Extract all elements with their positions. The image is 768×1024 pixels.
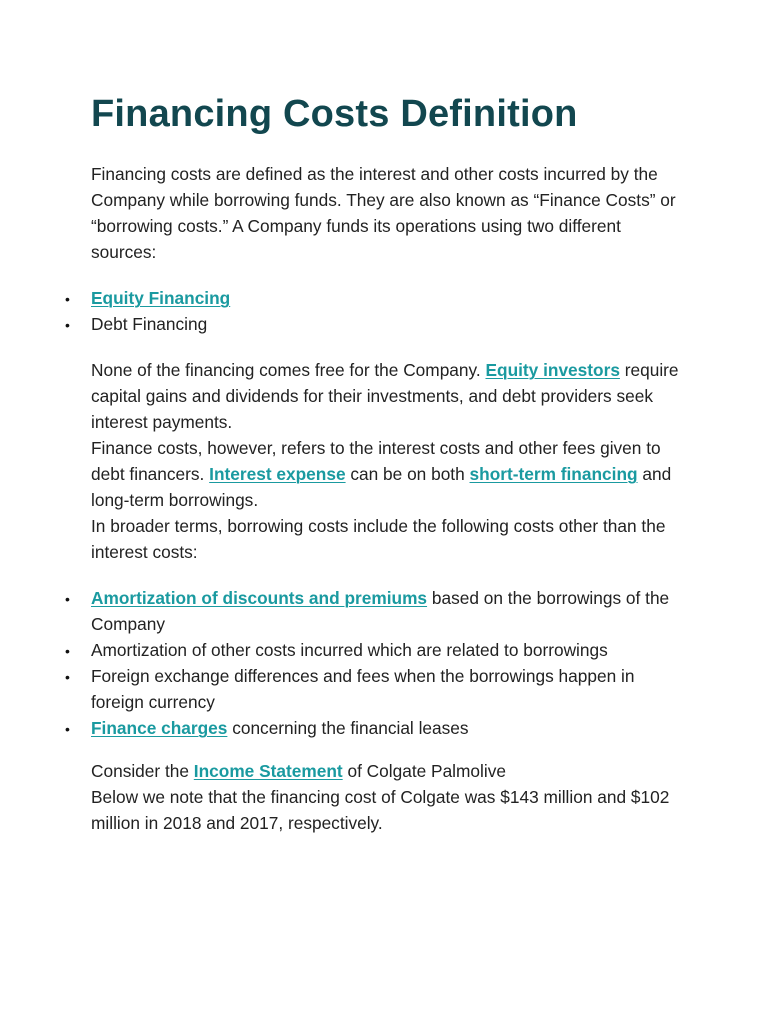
income-statement-paragraph: Consider the Income Statement of Colgate Palmolive [91, 761, 506, 781]
borrowing-costs-list [65, 585, 691, 741]
list-item: • Amortization of discounts and premiums based on the borrowings of the Company [91, 585, 691, 637]
financing-sources-list [65, 285, 691, 337]
finance-charges-link[interactable]: Finance charges [91, 718, 228, 738]
list-item [65, 285, 691, 311]
bullet-icon: • [65, 669, 70, 685]
equity-investors-paragraph: None of the financing comes free for the Company. Equity investors require capital gains and dividends for their investments, and debt providers seek interest payments. [91, 360, 679, 432]
amortization-discounts-link[interactable]: Amortization of discounts and premiums [91, 588, 428, 608]
finance-costs-paragraph: Finance costs, however, refers to the interest costs and other fees given to debt financers. Interest expense can be on both short-term financing and long-term borrowings. [91, 438, 672, 510]
list-item: • Foreign exchange differences and fees when the borrowings happen in foreign currency [91, 663, 691, 715]
short-term-financing-link[interactable]: short-term financing [469, 464, 638, 484]
bullet-icon: • [65, 317, 70, 333]
list-item: • Finance charges concerning the financial leases [91, 715, 691, 741]
article-body [65, 161, 691, 836]
intro-paragraph: Financing costs are defined as the interest and other costs incurred by the Company while borrowing funds. They are also known as “Finance Costs” or “borrowing costs.” A Company funds its operations using two different sources: [91, 164, 676, 262]
list-item: • Amortization of other costs incurred which are related to borrowings [91, 637, 691, 663]
interest-expense-link[interactable]: Interest expense [209, 464, 346, 484]
colgate-cost-paragraph: Below we note that the financing cost of Colgate was $143 million and $102 million in 2018 and 2017, respectively. [91, 787, 670, 833]
equity-financing-link[interactable]: Equity Financing [91, 288, 231, 308]
debt-financing-text: Debt Financing [91, 314, 208, 334]
bullet-icon: • [65, 291, 70, 307]
broader-terms-paragraph: In broader terms, borrowing costs include the following costs other than the interest costs: [91, 516, 666, 562]
bullet-icon: • [65, 721, 70, 737]
bullet-icon: • [65, 591, 70, 607]
bullet-icon: • [65, 643, 70, 659]
income-statement-link[interactable]: Income Statement [193, 761, 343, 781]
article-title: Financing Costs Definition [91, 93, 578, 135]
list-item [65, 311, 691, 337]
equity-investors-link[interactable]: Equity investors [485, 360, 620, 380]
